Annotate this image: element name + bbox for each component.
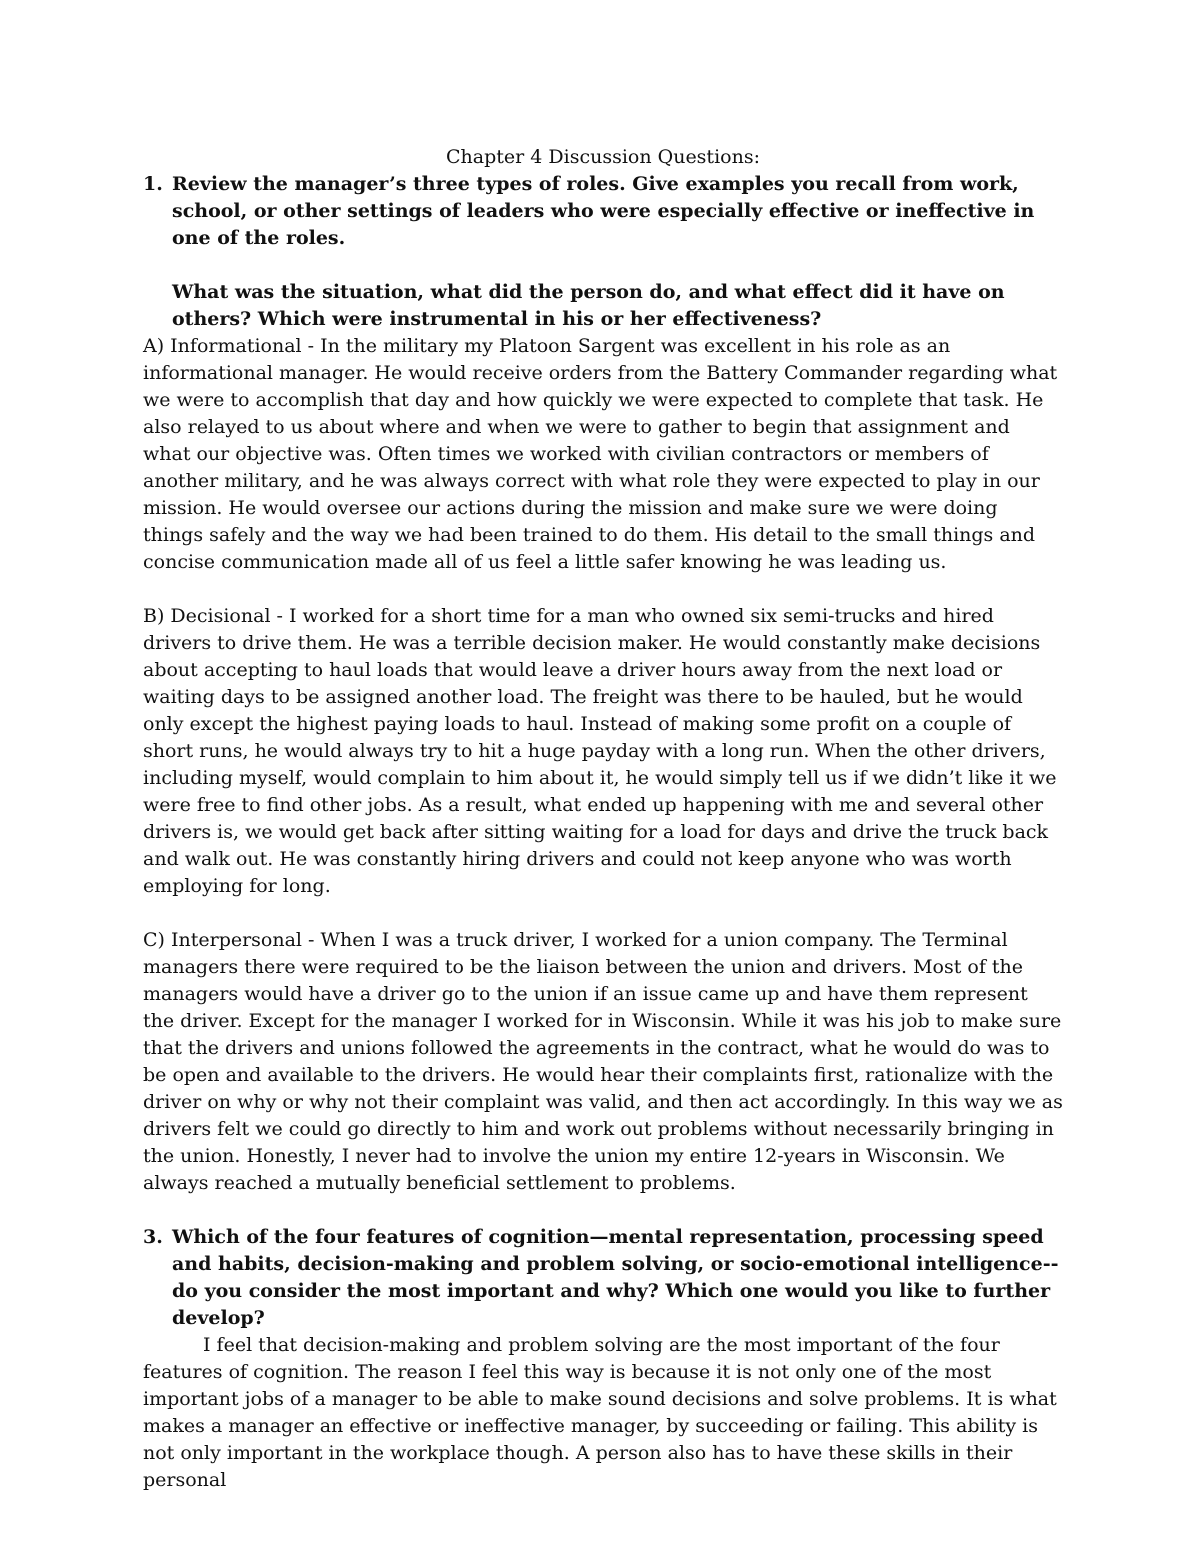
question-1-text-a: Review the manager’s three types of roles. Give examples you recall from work, school, or other settings of leaders who were especially effective or ineffective in one of the roles. [172,173,1035,249]
question-3-number: 3. [143,1226,163,1248]
document-title: Chapter 4 Discussion Questions: [446,146,760,168]
paragraph-spacer [143,900,1063,927]
paragraph-spacer [143,1197,1063,1224]
question-1 [143,171,1063,333]
answer-question-3: I feel that decision-making and problem solving are the most important of the four features of cognition. The reason I feel this way is because it is not only one of the most important jobs of a manager to be able to make sound decisions and solve problems. It is what makes a manager an effective or ineffective manager, by succeeding or failing. This ability is not only important in the workplace though. A person also has to have these skills in their personal [143,1334,1057,1491]
question-3 [143,1224,1063,1332]
answer-decisional: B) Decisional - I worked for a short time for a man who owned six semi-trucks and hired drivers to drive them. He was a terrible decision maker. He would constantly make decisions about accepting to haul loads that would leave a driver hours away from the next load or waiting days to be assigned another load. The freight was there to be hauled, but he would only except the highest paying loads to haul. Instead of making some profit on a couple of short runs, he would always try to hit a huge payday with a long run. When the other drivers, including myself, would complain to him about it, he would simply tell us if we didn’t like it we were free to find other jobs. As a result, what ended up happening with me and several other drivers is, we would get back after sitting waiting for a load for days and drive the truck back and walk out. He was constantly hiring drivers and could not keep anyone who was worth employing for long. [143,605,1057,897]
document-page [143,144,1063,1494]
question-3-text: Which of the four features of cognition—mental representation, processing speed and habits, decision-making and problem solving, or socio-emotional intelligence--do you consider the most important and why? Which one would you like to further develop? [172,1226,1059,1329]
answer-interpersonal: C) Interpersonal - When I was a truck driver, I worked for a union company. The Terminal managers there were required to be the liaison between the union and drivers. Most of the managers would have a driver go to the union if an issue came up and have them represent the driver. Except for the manager I worked for in Wisconsin. While it was his job to make sure that the drivers and unions followed the agreements in the contract, what he would do was to be open and available to the drivers. He would hear their complaints first, rationalize with the driver on why or why not their complaint was valid, and then act accordingly. In this way we as drivers felt we could go directly to him and work out problems without necessarily bringing in the union. Honestly, I never had to involve the union my entire 12-years in Wisconsin. We always reached a mutually beneficial settlement to problems. [143,929,1063,1194]
question-1-text-b: What was the situation, what did the person do, and what effect did it have on others? Which were instrumental in his or her effectiveness? [172,281,1005,330]
paragraph-spacer [143,576,1063,603]
question-1-number: 1. [143,173,163,195]
answer-informational: A) Informational - In the military my Platoon Sargent was excellent in his role as an informational manager. He would receive orders from the Battery Commander regarding what we were to accomplish that day and how quickly we were expected to complete that task. He also relayed to us about where and when we were to gather to begin that assignment and what our objective was. Often times we worked with civilian contractors or members of another military, and he was always correct with what role they were expected to play in our mission. He would oversee our actions during the mission and make sure we were doing things safely and the way we had been trained to do them. His detail to the small things and concise communication made all of us feel a little safer knowing he was leading us. [143,335,1058,573]
